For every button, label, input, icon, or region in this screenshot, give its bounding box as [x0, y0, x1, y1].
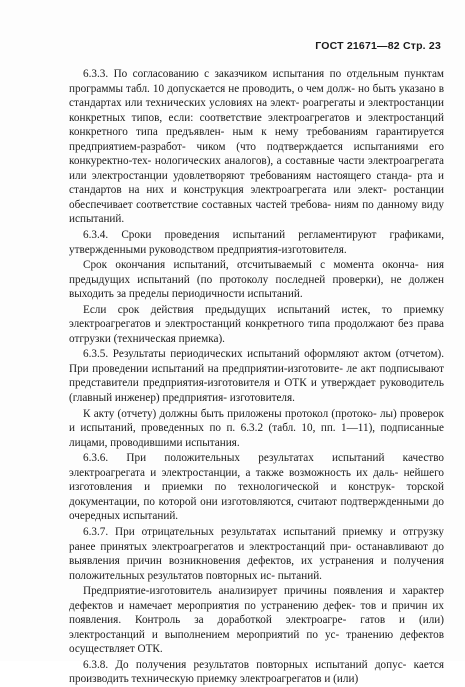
- paragraph-6-3-3: 6.3.3. По согласованию с заказчиком испытания по отдельным пунктам программы табл. 10 допускается не проводить, о чем долж- но быть указано в стандартах или технических условиях на элект- роагрегаты и электростанции конкретных типов, если: соответствие электроагрегатов и электростанций конкретного типа предъявлен- ным к нему требованиям гарантируется предприятием-разработ- чиком (что подтверждается испытаниями его конкуректно-тех- нологических аналогов), а составные части электроагрегата или электростанции удовлетворяют требованиям настоящего станда- рта и стандартов на них и конструкция электроагрегата или элект- ростанции обеспечивает соответствие составных частей требова- ниям по данному виду испытаний.: [69, 68, 444, 226]
- body-text: [69, 67, 444, 687]
- paragraph-6-3-6: 6.3.6. При положительных результатах испытаний качество электроагрегата и электростанции, а также возможность их даль- нейшего изготовления и приемки по технологической и конструк- торской документации, по которой они изготовляются, считают подтвержденными до очередных испытаний.: [69, 452, 444, 523]
- paragraph-manufacturer-analysis: Предприятие-изготовитель анализирует причины появления и характер дефектов и намечает мероприятия по устранению дефек- тов и причин их появления. Контроль за доработкой электроагре- гатов и (или) электростанций и выполнением мероприятий по ус- транению дефектов осуществляет ОТК.: [69, 585, 444, 656]
- paragraph-6-3-4: 6.3.4. Сроки проведения испытаний регламентируют графиками, утвержденными руководством предприятия-изготовителя.: [69, 229, 444, 256]
- paragraph-6-3-8: 6.3.8. До получения результатов повторных испытаний допус- кается производить техническую приемку электроагрегатов и (или): [69, 658, 444, 686]
- running-header: ГОСТ 21671—82 Стр. 23: [315, 40, 441, 52]
- paragraph-act-attachments: К акту (отчету) должны быть приложены протокол (протоко- лы) проверок и испытаний, проведенных по п. 6.3.2 (табл. 10, пп. 1—11), подписанные лицами, проводившими испытания.: [69, 407, 444, 449]
- paragraph-6-3-7: 6.3.7. При отрицательных результатах испытаний приемку и отгрузку ранее принятых электроагрегатов и электростанций при- останавливают до выявления причин возникновения дефектов, их устранения и получения положительных результатов повторных ис- пытаний.: [69, 525, 444, 582]
- paragraph-expired-tests: Если срок действия предыдущих испытаний истек, то приемку электроагрегатов и электростанций конкретного типа продолжают без права отгрузки (техническая приемка).: [69, 303, 444, 345]
- paragraph-6-3-5: 6.3.5. Результаты периодических испытаний оформляют актом (отчетом). При проведении испытаний на предприятии-изготовите- ле акт подписывают представители предприятия-изготовителя и ОТК и утверждает руководитель (главный инженер) предприятия- изготовителя.: [69, 348, 444, 405]
- paragraph-test-deadline: Срок окончания испытаний, отсчитываемый с момента оконча- ния предыдущих испытаний (по протоколу последней проверки), не должен выходить за пределы периодичности испытаний.: [69, 259, 444, 301]
